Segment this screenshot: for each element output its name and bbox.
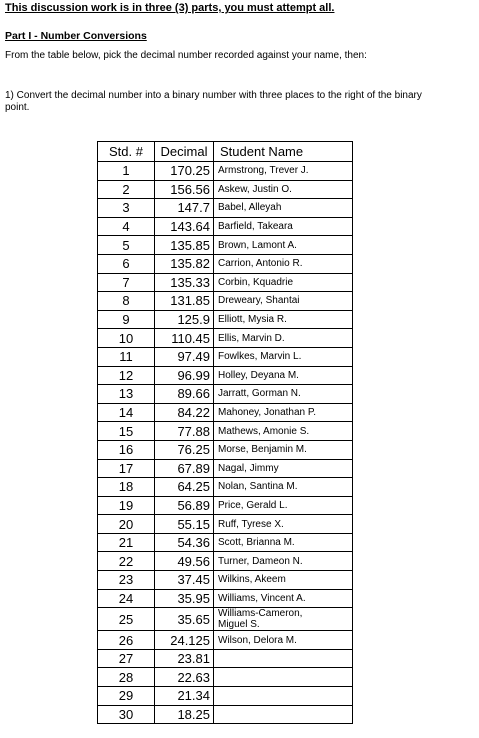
table-row — [98, 162, 353, 181]
student-table — [97, 141, 353, 724]
cell-std-number: 26 — [98, 631, 155, 650]
cell-std-number: 1 — [98, 162, 155, 181]
cell-decimal: 84.22 — [155, 403, 214, 422]
cell-std-number: 20 — [98, 515, 155, 534]
cell-student-name-line1: Williams-Cameron, — [218, 608, 303, 620]
table-row — [98, 385, 353, 404]
intro-text: From the table below, pick the decimal number recorded against your name, then: — [5, 50, 367, 61]
cell-student-name: Nolan, Santina M. — [214, 478, 353, 497]
table-body — [98, 162, 353, 724]
cell-student-name: Williams, Vincent A. — [214, 589, 353, 608]
cell-decimal: 21.34 — [155, 687, 214, 706]
column-header-decimal: Decimal — [155, 142, 214, 162]
cell-student-name — [214, 668, 353, 687]
cell-student-name: Price, Gerald L. — [214, 496, 353, 515]
cell-std-number: 10 — [98, 329, 155, 348]
cell-std-number: 19 — [98, 496, 155, 515]
cell-decimal: 135.85 — [155, 236, 214, 255]
cell-student-name: Morse, Benjamin M. — [214, 440, 353, 459]
table-row — [98, 366, 353, 385]
cell-student-name: Wilson, Delora M. — [214, 631, 353, 650]
cell-student-name: Scott, Brianna M. — [214, 533, 353, 552]
cell-std-number: 7 — [98, 273, 155, 292]
cell-decimal: 131.85 — [155, 292, 214, 311]
cell-decimal: 125.9 — [155, 310, 214, 329]
cell-std-number: 29 — [98, 687, 155, 706]
cell-student-name: Barfield, Takeara — [214, 217, 353, 236]
cell-std-number: 25 — [98, 608, 155, 631]
cell-std-number: 12 — [98, 366, 155, 385]
cell-decimal: 77.88 — [155, 422, 214, 441]
cell-std-number: 18 — [98, 478, 155, 497]
cell-student-name: Wilkins, Akeem — [214, 571, 353, 590]
cell-student-name-line2: Miguel S. — [218, 619, 260, 631]
cell-decimal: 143.64 — [155, 217, 214, 236]
cell-decimal: 37.45 — [155, 571, 214, 590]
cell-std-number: 15 — [98, 422, 155, 441]
table-row — [98, 440, 353, 459]
cell-std-number: 21 — [98, 533, 155, 552]
cell-student-name — [214, 649, 353, 668]
cell-decimal: 156.56 — [155, 180, 214, 199]
cell-student-name: Askew, Justin O. — [214, 180, 353, 199]
table-row — [98, 515, 353, 534]
table-row — [98, 403, 353, 422]
cell-student-name: Ellis, Marvin D. — [214, 329, 353, 348]
table-row — [98, 180, 353, 199]
table-row — [98, 608, 353, 631]
cell-std-number: 8 — [98, 292, 155, 311]
cell-student-name — [214, 608, 353, 631]
cell-std-number: 4 — [98, 217, 155, 236]
cell-std-number: 30 — [98, 705, 155, 724]
cell-decimal: 110.45 — [155, 329, 214, 348]
cell-student-name: Ruff, Tyrese X. — [214, 515, 353, 534]
cell-decimal: 35.95 — [155, 589, 214, 608]
cell-decimal: 97.49 — [155, 347, 214, 366]
table-row — [98, 533, 353, 552]
table-row — [98, 459, 353, 478]
cell-student-name: Corbin, Kquadrie — [214, 273, 353, 292]
cell-decimal: 96.99 — [155, 366, 214, 385]
table-row — [98, 292, 353, 311]
cell-decimal: 135.82 — [155, 254, 214, 273]
cell-student-name: Dreweary, Shantai — [214, 292, 353, 311]
cell-student-name: Babel, Alleyah — [214, 199, 353, 218]
cell-decimal: 55.15 — [155, 515, 214, 534]
table-row — [98, 217, 353, 236]
table-row — [98, 199, 353, 218]
table-row — [98, 552, 353, 571]
cell-student-name: Fowlkes, Marvin L. — [214, 347, 353, 366]
cell-std-number: 9 — [98, 310, 155, 329]
cell-decimal: 67.89 — [155, 459, 214, 478]
student-table-wrapper — [97, 141, 353, 724]
part-title: Part I - Number Conversions — [5, 30, 147, 42]
cell-std-number: 2 — [98, 180, 155, 199]
table-row — [98, 687, 353, 706]
cell-decimal: 64.25 — [155, 478, 214, 497]
cell-student-name: Armstrong, Trever J. — [214, 162, 353, 181]
cell-std-number: 27 — [98, 649, 155, 668]
cell-decimal: 89.66 — [155, 385, 214, 404]
cell-std-number: 16 — [98, 440, 155, 459]
cell-std-number: 24 — [98, 589, 155, 608]
cell-decimal: 49.56 — [155, 552, 214, 571]
table-row — [98, 329, 353, 348]
step-1-text: 1) Convert the decimal number into a binary number with three places to the right of the binary point. — [5, 90, 422, 113]
cell-decimal: 18.25 — [155, 705, 214, 724]
cell-decimal: 147.7 — [155, 199, 214, 218]
cell-student-name: Mahoney, Jonathan P. — [214, 403, 353, 422]
cell-std-number: 28 — [98, 668, 155, 687]
cell-student-name: Carrion, Antonio R. — [214, 254, 353, 273]
column-header-student-name: Student Name — [214, 142, 353, 162]
cell-decimal: 24.125 — [155, 631, 214, 650]
cell-student-name: Elliott, Mysia R. — [214, 310, 353, 329]
table-row — [98, 422, 353, 441]
cell-std-number: 5 — [98, 236, 155, 255]
cell-decimal: 23.81 — [155, 649, 214, 668]
table-row — [98, 496, 353, 515]
cell-decimal: 35.65 — [155, 608, 214, 631]
column-header-std: Std. # — [98, 142, 155, 162]
table-row — [98, 478, 353, 497]
cell-decimal: 56.89 — [155, 496, 214, 515]
cell-std-number: 6 — [98, 254, 155, 273]
cell-std-number: 17 — [98, 459, 155, 478]
instruction-heading: This discussion work is in three (3) parts, you must attempt all. — [5, 2, 335, 14]
cell-decimal: 54.36 — [155, 533, 214, 552]
table-row — [98, 571, 353, 590]
cell-std-number: 11 — [98, 347, 155, 366]
cell-std-number: 14 — [98, 403, 155, 422]
cell-student-name — [214, 687, 353, 706]
cell-student-name: Brown, Lamont A. — [214, 236, 353, 255]
cell-std-number: 13 — [98, 385, 155, 404]
table-row — [98, 347, 353, 366]
table-row — [98, 273, 353, 292]
table-row — [98, 649, 353, 668]
cell-student-name: Jarratt, Gorman N. — [214, 385, 353, 404]
cell-student-name: Nagal, Jimmy — [214, 459, 353, 478]
cell-decimal: 135.33 — [155, 273, 214, 292]
table-header-row — [98, 142, 353, 162]
cell-student-name: Mathews, Amonie S. — [214, 422, 353, 441]
cell-student-name: Holley, Deyana M. — [214, 366, 353, 385]
cell-student-name: Turner, Dameon N. — [214, 552, 353, 571]
cell-std-number: 22 — [98, 552, 155, 571]
cell-std-number: 23 — [98, 571, 155, 590]
table-row — [98, 310, 353, 329]
cell-student-name — [214, 705, 353, 724]
cell-std-number: 3 — [98, 199, 155, 218]
table-row — [98, 236, 353, 255]
table-row — [98, 705, 353, 724]
table-row — [98, 668, 353, 687]
cell-decimal: 170.25 — [155, 162, 214, 181]
cell-decimal: 22.63 — [155, 668, 214, 687]
cell-decimal: 76.25 — [155, 440, 214, 459]
table-row — [98, 254, 353, 273]
table-row — [98, 631, 353, 650]
table-row — [98, 589, 353, 608]
